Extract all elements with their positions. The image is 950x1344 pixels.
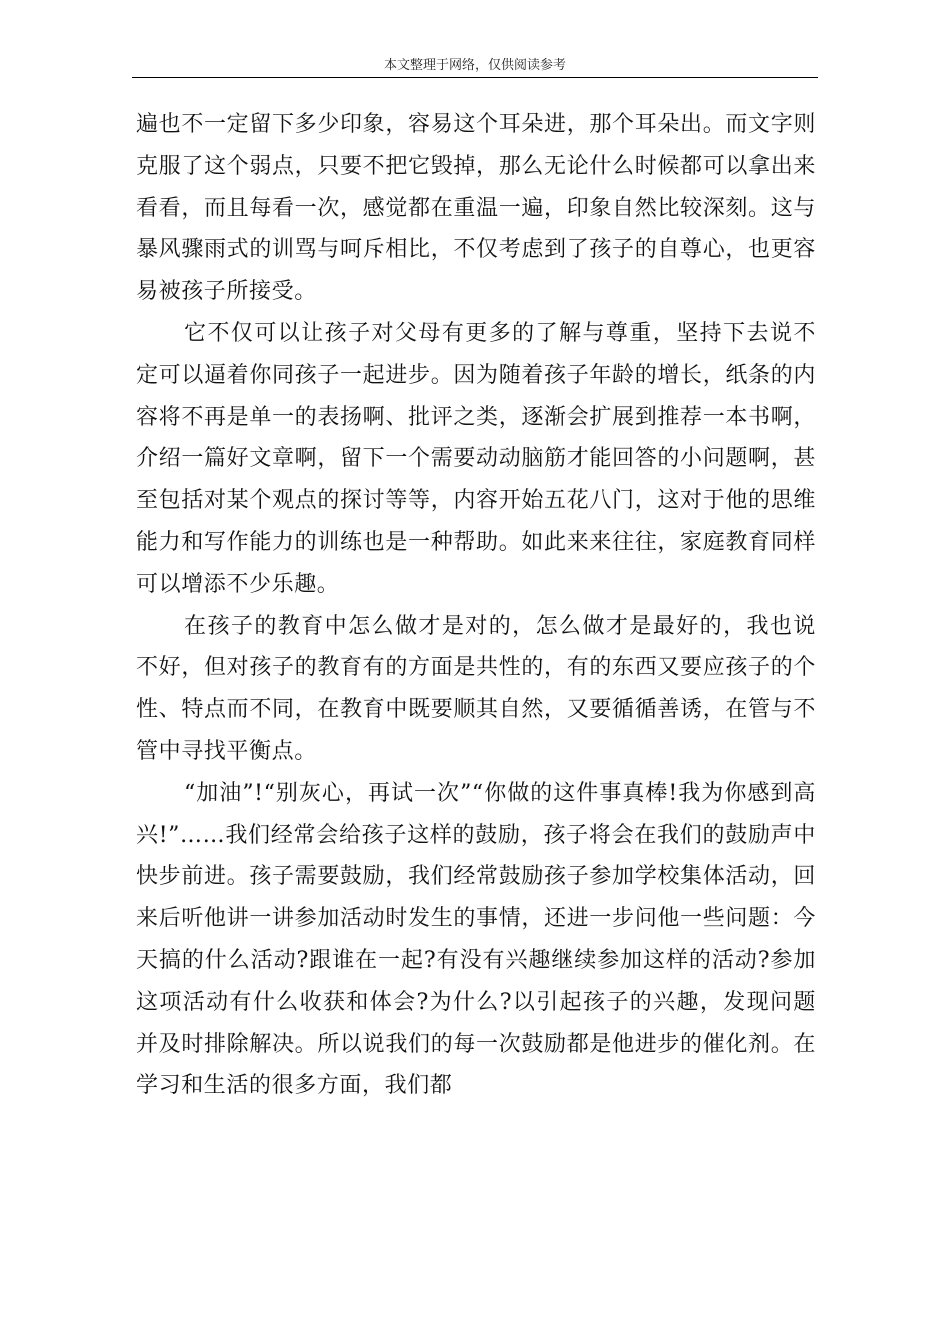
document-body	[136, 104, 816, 1107]
paragraph-3: 在孩子的教育中怎么做才是对的，怎么做才是最好的，我也说不好，但对孩子的教育有的方面是共性的，有的东西又要应孩子的个性、特点而不同，在教育中既要顺其自然，又要循循善诱，在管与不管中寻找平衡点。	[136, 613, 816, 764]
header-rule	[132, 77, 818, 78]
paragraph-1: 遍也不一定留下多少印象，容易这个耳朵进，那个耳朵出。而文字则克服了这个弱点，只要不把它毁掉，那么无论什么时候都可以拿出来看看，而且每看一次，感觉都在重温一遍，印象自然比较深刻。这与暴风骤雨式的训骂与呵斥相比，不仅考虑到了孩子的自尊心，也更容易被孩子所接受。	[136, 112, 816, 305]
page-header: 本文整理于网络，仅供阅读参考	[383, 58, 566, 73]
paragraph-4: “加油”!“别灰心，再试一次”“你做的这件事真棒!我为你感到高兴!”……我们经常会给孩子这样的鼓励，孩子将会在我们的鼓励声中快步前进。孩子需要鼓励，我们经常鼓励孩子参加学校集体活动，回来后听他讲一讲参加活动时发生的事情，还进一步问他一些问题：今天搞的什么活动?跟谁在一起?有没有兴趣继续参加这样的活动?参加这项活动有什么收获和体会?为什么?以引起孩子的兴趣，发现问题并及时排除解决。所以说我们的每一次鼓励都是他进步的催化剂。在学习和生活的很多方面，我们都	[136, 780, 816, 1099]
paragraph-2: 它不仅可以让孩子对父母有更多的了解与尊重，坚持下去说不定可以逼着你同孩子一起进步。因为随着孩子年龄的增长，纸条的内容将不再是单一的表扬啊、批评之类，逐渐会扩展到推荐一本书啊，介绍一篇好文章啊，留下一个需要动动脑筋才能回答的小问题啊，甚至包括对某个观点的探讨等等，内容开始五花八门，这对于他的思维能力和写作能力的训练也是一种帮助。如此来来往往，家庭教育同样可以增添不少乐趣。	[136, 320, 816, 597]
